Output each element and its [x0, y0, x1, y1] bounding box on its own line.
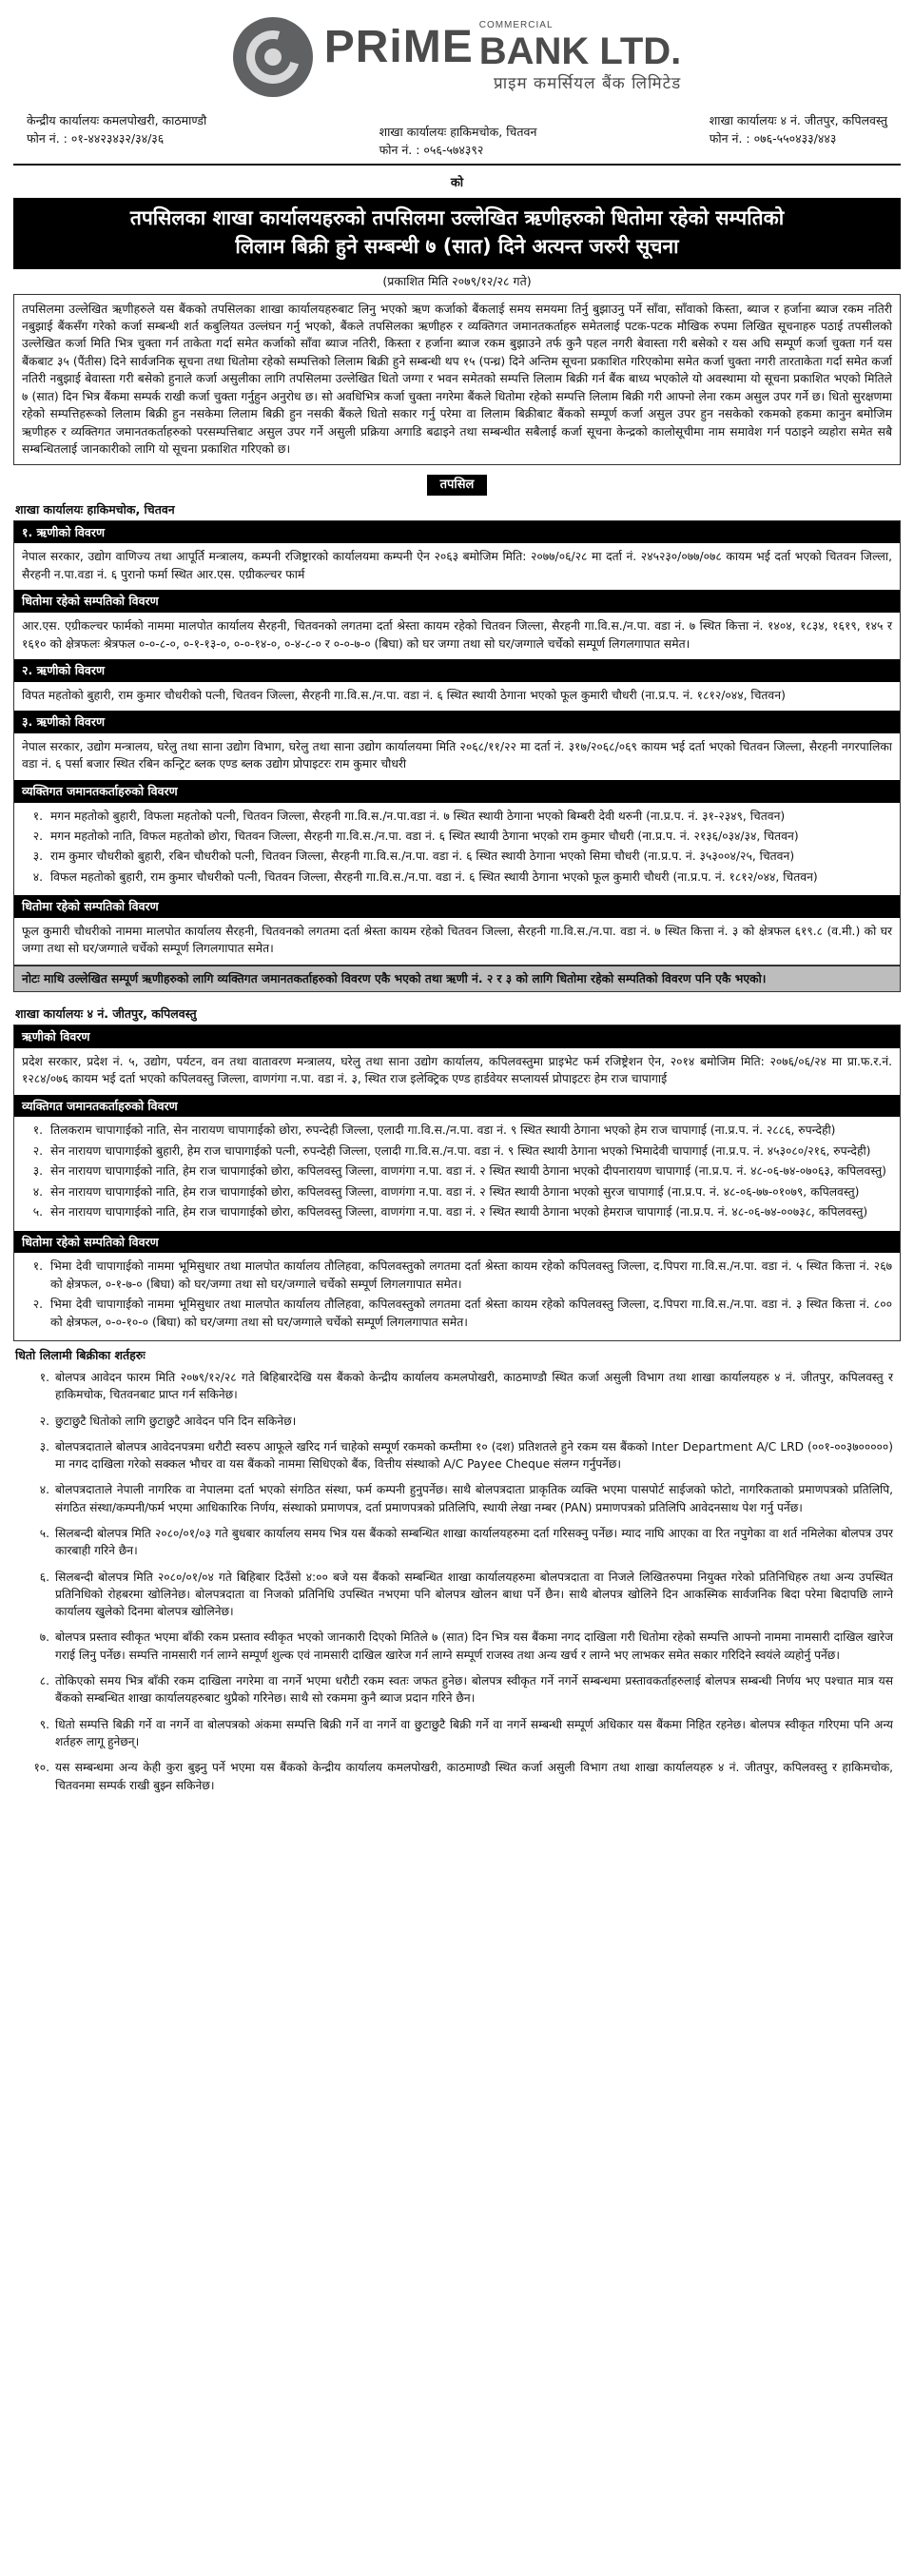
- list-item: १. तिलकराम चापागाईको नाति, सेन नारायण चापागाईको छोरा, रुपन्देही जिल्ला, एलादी गा.वि.स./न.पा. वडा नं. ९ स्थित स्थायी ठेगाना भएको हेम राज चापागाई (ना.प्र.प. नं. २८८६, रुपन्देही): [32, 1123, 836, 1138]
- list-item: ४. बोलपत्रदाताले नेपाली नागरिक वा नेपालमा दर्ता भएको संगठित संस्था, फर्म कम्पनी हुनुपर्नेछ। साथै बोलपत्रदाता प्राकृतिक व्यक्ति भएमा पासपोर्ट साईजको फोटो, नागरिकताको प्रमाणपत्रको प्रतिलिपि, संगठित संस्था/कम्पनी/फर्म भएमा आधिकारिक निर्णय, संस्थाको प्रमाणपत्र, दर्ता प्रमाणपत्रको प्रतिलिपि, स्थायी लेखा नम्बर (PAN) प्रमाणपत्रको प्रतिलिपि आवेदनसाथ पेश गर्नु पर्नेछ।: [39, 1483, 893, 1514]
- office-chitwan: [379, 112, 537, 160]
- branch1-details: [13, 520, 901, 966]
- office-central: [27, 112, 206, 160]
- section-heading: १. ऋणीको विवरण: [14, 521, 900, 544]
- list-item: १. मगन महतोको बुहारी, विफला महतोको पत्नी, चितवन जिल्ला, सैरहनी गा.वि.स./न.पा.वडा नं. ७ स्थित स्थायी ठेगाना भएको बिम्बरी देवी थरुनी (ना.प्र.प. नं. ३१-२३४९, चितवन): [32, 809, 786, 823]
- notice-intro: तपसिलमा उल्लेखित ऋणीहरुले यस बैंकको तपसिलका शाखा कार्यालयहरुबाट लिनु भएको ऋण कर्जाको बैंकलाई समय समयमा तिर्नु बुझाउनु पर्ने साँवा, साँवाको किस्ता, ब्याज र हर्जाना ब्याज रकम नतिरी नबुझाई बैंकसँग गरेको कर्जा सम्बन्धी शर्त कबुलियत उल्लंघन गर्नु भएको, बैंकले तपसिलका ऋणीहरु र व्यक्तिगत जमानतकर्ताहरु समेतलाई पटक-पटक मौखिक रुपमा लिखित सूचनाहरु पठाई तपसीलको उल्लेखित कर्जा मिति भित्र चुक्ता गर्न ताकेता गर्दा समेत कर्जाको साँवा ब्याज नतिरी, किस्ता र हर्जाना ब्याज रकम बुझाउने तर्फ कुनै पहल नगरी बेवास्ता गरी बसेको र यस अघि सम्पूर्ण कर्जा चुक्ता गर्न यस बैंकबाट ३५ (पैंतीस) दिने सार्वजनिक सूचना तथा धितोमा रहेको सम्पत्तिको लिलाम बिक्री हुने सम्बन्धी थप १५ (पन्ध्र) दिने अन्तिम सूचना प्रकाशित गरिएकोमा समेत कर्जा चुक्ता नगरी तारताकेता गर्दा समेत कर्जा नतिरी नबुझाई बेवास्ता गरी बसेको हुनाले कर्जा असुलीका लागि तपसिलमा उल्लेखित धितो जग्गा र भवन समेतको सम्पत्ति लिलाम बिक्री गर्न बैंक बाध्य भएकोले यो अवस्थामा यो सूचना प्रकाशित भएको मितिले ७ (सात) दिन भित्र बैंकमा सम्पर्क राखी कर्जा चुक्ता गर्नुहुन अनुरोध छ। सो अवधिभित्र कर्जा चुक्ता नगरेमा बैंकले धितोमा रहेको सम्पत्ति लिलाम बिक्री गरी आफ्नो लेना रकम असुल उपर गर्ने छ। धितो सुरक्षणमा रहेको सम्पत्तिहरूको लिलाम बिक्री हुन नसकेमा लिलाम बिक्री हुन नसकी बैंकले धितो सकार गर्नु परेमा वा लिलाम बिक्रीबाट बैंकको सम्पूर्ण कर्जा असुल उपर हुन नसकेको रकमको हकमा कानुन बमोजिम ऋणीहरु र व्यक्तिगत जमानतकर्ताहरुको परसम्पत्तिबाट असुल उपर गर्ने असुली प्रक्रिया अगाडि बढाइने तथा सम्बन्धीत सबैलाई कर्जा सूचना केन्द्रको कालोसूचीमा नाम समावेश गर्न पठाइने व्यहोरा समेत सबै सम्बन्धितलाई जानकारीको लागि यो सूचना प्रकाशित गरिएको छ।: [13, 294, 901, 465]
- publication-date: (प्रकाशित मिति २०७९/१२/२८ गते): [382, 273, 532, 288]
- guarantor-list: [22, 808, 892, 887]
- office-name: केन्द्रीय कार्यालयः कमलपोखरी, काठमाण्डौ: [27, 113, 207, 127]
- office-phone: फोन नं. : ०१-४४२३४३२/३४/३६: [27, 130, 165, 146]
- office-phone: फोन नं. : ०५६-५७४३९२: [379, 142, 484, 157]
- notice-title: [13, 198, 901, 269]
- office-name: शाखा कार्यालयः हाकिमचोक, चितवन: [379, 125, 537, 139]
- ko-label: को: [450, 175, 464, 190]
- borrower-text: प्रदेश सरकार, प्रदेश नं. ५, उद्योग, पर्यटन, वन तथा वातावरण मन्त्रालय, घरेलु तथा साना उद्योग कार्यालय, कपिलवस्तुमा प्राइभेट फर्म रजिष्ट्रेशन ऐन, २०१४ बमोजिम मिति: २०७६/०६/२४ मा प्रा.फ.र.नं. १२८४/०७६ कायम भई दर्ता भएको कपिलवस्तु जिल्ला, वाणगंगा न.पा. वडा नं. ३, स्थित राज इलेक्ट्रिक एण्ड हार्डवेयर सप्लायर्स प्रोपाइटरः हेम राज चापागाई: [22, 1054, 892, 1086]
- section-heading: ऋणीको विवरण: [14, 1025, 900, 1048]
- office-name: शाखा कार्यालयः ४ नं. जीतपुर, कपिलवस्तु: [709, 113, 887, 127]
- list-item: ६. सिलबन्दी बोलपत्र मिति २०८०/०१/०४ गते बिहिबार दिउँसो ४:०० बजे यस बैंकको सम्बन्धित शाखा कार्यालयहरुमा बोलपत्रदाता वा निजले लिखितरुपमा नियुक्त गरेको प्रतिनिधिहरु तथा अन्य उपस्थित प्रतिनिधिको रोहबरमा खोलिनेछ। बोलपत्रदाता वा निजको प्रतिनिधि उपस्थित नभएमा पनि बोलपत्र खोलन बाधा पर्ने छैन। साथै बोलपत्र खोलिने दिन आकस्मिक सार्वजनिक बिदा परेमा बिदापछि लाग्ने कार्यालय खुलेको दिनमा बोलपत्र खोलिनेछ।: [39, 1570, 893, 1619]
- terms-list: [13, 1367, 901, 1794]
- branch-label: शाखा कार्यालयः ४ नं. जीतपुर, कपिलवस्तु: [15, 1006, 197, 1022]
- guarantor-list: [22, 1122, 892, 1220]
- section-heading: धितोमा रहेको सम्पतिको विवरण: [14, 590, 900, 613]
- list-item: ९. धितो सम्पत्ति बिक्री गर्ने वा नगर्ने वा बोलपत्रको अंकमा सम्पत्ति बिक्री गर्ने वा नगर्ने वा छुटाछुटै बिक्री गर्ने वा नगर्ने सम्बन्धी सम्पूर्ण अधिकार यस बैंकमा निहित रहनेछ। बोलपत्र स्वीकृत गरिएमा पनि अन्य शर्तहरु लागू हुनेछन्।: [39, 1717, 893, 1748]
- section-heading: व्यक्तिगत जमानतकर्ताहरुको विवरण: [14, 1095, 900, 1118]
- borrower-text: नेपाल सरकार, उद्योग मन्त्रालय, घरेलु तथा साना उद्योग विभाग, घरेलु तथा साना उद्योग कार्यालयमा मिति २०६८/११/२२ मा दर्ता नं. ३१७/२०६८/०६९ कायम भई दर्ता भएको चितवन जिल्ला, सैरहनी नगरपालिका वडा नं. ६ पर्सा बजार स्थित रबिन कन्ट्रिट ब्लक एण्ड ब्लक उद्योग प्रोपाइटरः राम कुमार चौधरी: [22, 739, 892, 771]
- collateral-text: आर.एस. एग्रीकल्चर फार्मको नाममा मालपोत कार्यालय सैरहनी, चितवनको लगतमा दर्ता श्रेस्ता कायम रहेको चितवन जिल्ला, सैरहनी गा.वि.स./न.पा. वडा नं. ७ स्थित कित्ता नं. १४०४, १८३४, १६१९, १४५ र १६१० को क्षेत्रफलः श्रेत्रफल ०-०-८-०, ०-१-१३-०, ०-०-१४-०, ०-४-८-० र ०-०-७-० (बिघा) को घर जग्गा तथा सो घर/जग्गाले चर्चेको सम्पूर्ण लिगलगापात समेत।: [22, 619, 892, 651]
- list-item: ४. विफल महतोको बुहारी, राम कुमार चौधरीको पत्नी, चितवन जिल्ला, सैरहनी गा.वि.स./न.पा. वडा नं. ६ स्थित स्थायी ठेगाना भएको फूल कुमारी चौधरी (ना.प्र.प. नं. १८१२/०४४, चितवन): [32, 869, 818, 884]
- list-item: १. भिमा देवी चापागाईको नाममा भूमिसुधार तथा मालपोत कार्यालय तौलिहवा, कपिलवस्तुको लगतमा दर्ता श्रेस्ता कायम रहेको कपिलवस्तु जिल्ला, द.पिपरा गा.वि.स./न.पा. वडा नं. ५ स्थित कित्ता नं. २६७ को क्षेत्रफल, ०-१-७-० (बिघा) को घर/जग्गा तथा सो घर/जग्गाले चर्चेको सम्पूर्ण लिगलगापात समेत।: [32, 1259, 892, 1291]
- section-heading: धितोमा रहेको सम्पतिको विवरण: [14, 895, 900, 918]
- bank-header: [13, 6, 901, 108]
- list-item: ७. बोलपत्र प्रस्ताव स्वीकृत भएमा बाँकी रकम प्रस्ताव स्वीकृत भएको जानकारी दिएको मितिले ७ (सात) दिन भित्र यस बैंकमा नगद दाखिला गरी धितोमा रहेको सम्पत्ति आफ्नो नाममा नामसारी दाखिल खारेज गराई लिनु पर्नेछ। सम्पत्ति नामसारी गर्न लाग्ने सम्पूर्ण शुल्क एवं नामसारी दाखिल खारेज गर्न लाग्ने सम्पूर्ण राजस्व तथा अन्य खर्च र लाग्ने भए लाभकर समेत सकार गरिदिने स्वयंले व्यहोर्नु पर्नेछ।: [39, 1630, 893, 1662]
- list-item: २. सेन नारायण चापागाईको बुहारी, हेम राज चापागाईको पत्नी, रुपन्देही जिल्ला, एलादी गा.वि.स./न.पा. वडा नं. ९ स्थित स्थायी ठेगाना भएको भिमादेवी चापागाई (ना.प्र.प. नं. ४५३०८०/२१६, रुपन्देही): [32, 1143, 871, 1158]
- list-item: २. छुटाछुटै धितोको लागि छुटाछुटै आवेदन पनि दिन सकिनेछ।: [39, 1414, 297, 1428]
- collateral-text: फूल कुमारी चौधरीको नाममा मालपोत कार्यालय सैरहनी, चितवनको लगतमा दर्ता श्रेस्ता कायम रहेको चितवन जिल्ला, सैरहनी गा.वि.स./न.पा. वडा नं. ७ स्थित कित्ता नं. ३ को क्षेत्रफल ६१९.८ (व.मी.) को घर जग्गा तथा सो घर/जग्गाले चर्चेको सम्पूर्ण लिगलगापात समेत।: [22, 925, 892, 956]
- list-item: ३. बोलपत्रदाताले बोलपत्र आवेदनपत्रमा धरौटी स्वरुप आफूले खरिद गर्न चाहेको सम्पूर्ण रकमको कम्तीमा १० (दश) प्रतिशतले हुने रकम यस बैंकको Inter Department A/C LRD (००१-००३७०००००) मा नगद दाखिला गरेको सक्कल भौचर वा यस बैंकको नाममा सिधिएको बैंक, वित्तीय संस्थाको A/C Payee Cheque संलग्न गर्नुपर्नेछ।: [39, 1439, 893, 1472]
- notice-title-line: लिलाम बिक्री हुने सम्बन्धी ७ (सात) दिने अत्यन्त जरुरी सूचना: [235, 235, 679, 259]
- brand-nepali-name: प्राइम कमर्सियल बैंक लिमिटेड: [494, 74, 682, 94]
- list-item: ४. सेन नारायण चापागाईको नाति, हेम राज चापागाईको छोरा, कपिलवस्तु जिल्ला, वाणगंगा न.पा. वडा नं. २ स्थित स्थायी ठेगाना भएको सुरज चापागाई (ना.प्र.प. नं. ४८-०६-७७-०१०७९, कपिलवस्तु): [32, 1184, 860, 1199]
- brand-commercial: COMMERCIAL: [478, 19, 554, 30]
- list-item: २. मगन महतोको नाति, विफल महतोको छोरा, चितवन जिल्ला, सैरहनी गा.वि.स./न.पा. वडा नं. ६ स्थित स्थायी ठेगाना भएको राम कुमार चौधरी (ना.प्र.प. नं. २१३६/०३४/३४, चितवन): [32, 829, 799, 843]
- section-heading: ३. ऋणीको विवरण: [14, 711, 900, 733]
- borrower-text: नेपाल सरकार, उद्योग वाणिज्य तथा आपूर्ति मन्त्रालय, कम्पनी रजिष्ट्रारको कार्यालयमा कम्पनी ऐन २०६३ बमोजिम मिति: २०७७/०६/२८ मा दर्ता नं. २४५२३०/०७७/०७८ कायम भई दर्ता भएको चितवन जिल्ला, सैरहनी न.पा.वडा नं. ६ पुरानो फर्मा स्थित आर.एस. एग्रीकल्चर फार्म: [22, 550, 892, 581]
- collateral-list: [22, 1258, 892, 1331]
- branch-label: शाखा कार्यालयः हाकिमचोक, चितवन: [15, 501, 175, 517]
- office-kapilvastu: [710, 112, 887, 160]
- list-item: ५. सेन नारायण चापागाईको नाति, हेम राज चापागाईको छोरा, कपिलवस्तु जिल्ला, वाणगंगा न.पा. वडा नं. २ स्थित स्थायी ठेगाना भएको हेमराज चापागाई (ना.प्र.प. नं. ४८-०६-७४-००७३८, कपिलवस्तु): [32, 1205, 868, 1220]
- notice-title-line: तपसिलका शाखा कार्यालयहरुको तपसिलमा उल्लेखित ऋणीहरुको धितोमा रहेको सम्पतिको: [129, 205, 785, 229]
- branch2-details: [13, 1025, 901, 1341]
- brand-ltd: BANK LTD.: [478, 30, 682, 73]
- section-heading: धितोमा रहेको सम्पतिको विवरण: [14, 1231, 900, 1254]
- tapsil-label: तपसिल: [427, 475, 488, 496]
- note-box: नोटः माथि उल्लेखित सम्पूर्ण ऋणीहरुको लागि व्यक्तिगत जमानतकर्ताहरुको विवरण एकै भएको तथा ऋणी नं. २ र ३ को लागि धितोमा रहेको सम्पतिको विवरण पनि एकै भएको।: [13, 966, 901, 992]
- bank-logo: [233, 17, 682, 97]
- office-phone: फोन नं. : ०७६-५५०४३३/४४३: [709, 130, 837, 146]
- section-heading: व्यक्तिगत जमानतकर्ताहरुको विवरण: [14, 780, 900, 803]
- list-item: १०. यस सम्बन्धमा अन्य केही कुरा बुझ्नु पर्ने भएमा यस बैंकको केन्द्रीय कार्यालय कमलपोखरी, काठमाण्डौ स्थित कर्जा असुली विभाग तथा शाखा कार्यालयहरु ४ नं. जीतपुर, कपिलवस्तु र हाकिमचोक, चितवनमा सम्पर्क राखी बुझ्न सकिनेछ।: [33, 1761, 893, 1792]
- list-item: ८. तोकिएको समय भित्र बाँकी रकम दाखिला नगरेमा वा नगर्ने भएमा धरौटी रकम स्वतः जफत हुनेछ। बोलपत्र स्वीकृत गर्ने नगर्ने सम्बन्धमा प्रस्तावकर्ताहरुलाई बोलपत्र सम्बन्धी निर्णय भए पश्चात मात्र यस बैंकको सम्बन्धित शाखा कार्यालयहरुबाट थुप्रैको गरिनेछ। साथै सो रकममा कुनै ब्याज प्रदान गरिने छैन।: [39, 1674, 893, 1706]
- list-item: ३. सेन नारायण चापागाईको नाति, हेम राज चापागाईको छोरा, कपिलवस्तु जिल्ला, वाणगंगा न.पा. वडा नं. २ स्थित स्थायी ठेगाना भएको दीपनारायण चापागाई (ना.प्र.प. नं. ४८-०६-७४-०७०६३, कपिलवस्तु): [32, 1164, 886, 1179]
- list-item: ५. सिलबन्दी बोलपत्र मिति २०८०/०१/०३ गते बुधबार कार्यालय समय भित्र यस बैंकको सम्बन्धित शाखा कार्यालयहरुमा दर्ता गरिसक्नु पर्नेछ। म्याद नाघि आएका वा रित नपुगेका वा शर्त नमिलेका बोलपत्र उपर कारबाही गरिने छैन।: [39, 1526, 893, 1558]
- terms-heading: धितो लिलामी बिक्रीका शर्तहरुः: [15, 1348, 146, 1363]
- list-item: १. बोलपत्र आवेदन फारम मिति २०७९/१२/२८ गते बिहिबारदेखि यस बैंकको केन्द्रीय कार्यालय कमलपोखरी, काठमाण्डौ स्थित कर्जा असुली विभाग तथा शाखा कार्यालयहरु ४ नं. जीतपुर, कपिलवस्तु र हाकिमचोक, चितवनबाट प्राप्त गर्न सकिनेछ।: [39, 1370, 893, 1402]
- section-heading: २. ऋणीको विवरण: [14, 659, 900, 682]
- brand-name: PRiME: [323, 22, 474, 73]
- bank-logo-icon: [233, 17, 313, 97]
- office-addresses: [13, 112, 901, 166]
- list-item: ३. राम कुमार चौधरीको बुहारी, रबिन चौधरीको पत्नी, चितवन जिल्ला, सैरहनी गा.वि.स./न.पा. वडा नं. ६ स्थित स्थायी ठेगाना भएको सिमा चौधरी (ना.प्र.प. नं. ३५३००४/२५, चितवन): [32, 849, 795, 864]
- borrower-text: विपत महतोको बुहारी, राम कुमार चौधरीको पत्नी, चितवन जिल्ला, सैरहनी गा.वि.स./न.पा. वडा नं. ६ स्थित स्थायी ठेगाना भएको फूल कुमारी चौधरी (ना.प्र.प. नं. १८१२/०४४, चितवन): [22, 688, 786, 702]
- list-item: २. भिमा देवी चापागाईको नाममा भूमिसुधार तथा मालपोत कार्यालय तौलिहवा, कपिलवस्तुको लगतमा दर्ता श्रेस्ता कायम रहेको कपिलवस्तु जिल्ला, द.पिपरा गा.वि.स./न.पा. वडा नं. ३ स्थित कित्ता नं. ८०० को क्षेत्रफल, ०-०-१०-० (बिघा) को घर/जग्गा तथा सो घर/जग्गाले चर्चेको सम्पूर्ण लिगलगापात समेत।: [32, 1298, 892, 1329]
